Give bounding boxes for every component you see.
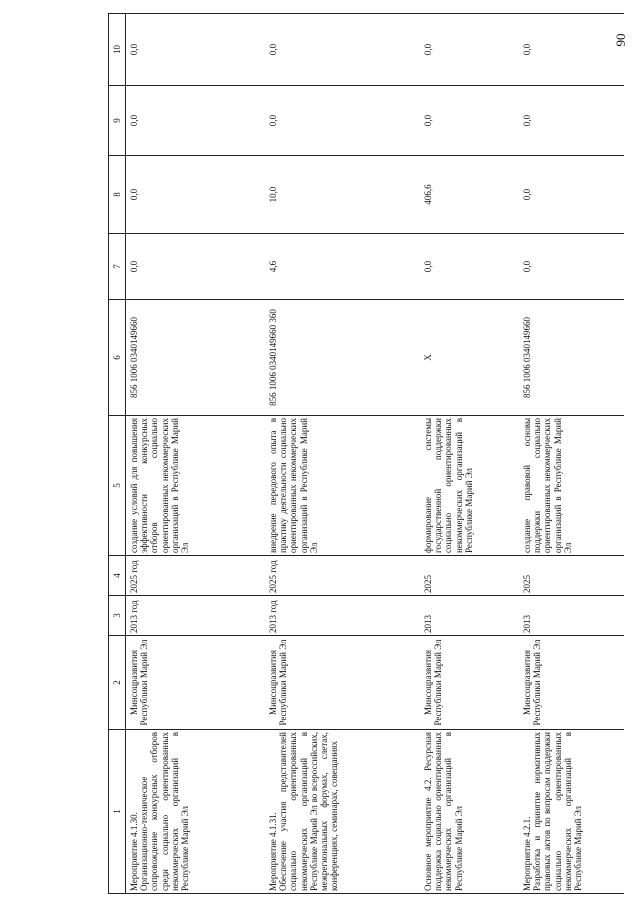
cell-value-7: 0,0 [420,234,519,300]
table-row [519,14,624,894]
cell-value-9: 0,0 [420,86,519,156]
measures-table [108,13,624,894]
cell-executor: Минсоцразвития Республики Марий Эл [420,636,519,730]
cell-value-8: 0,0 [126,156,266,234]
cell-value-9: 0,0 [126,86,266,156]
cell-measure: Мероприятие 4.1.30. Организационно-техническое сопровождение конкурсных отборов среди социально ориентированных некоммерческих организаций в Республике Марий Эл [126,730,266,894]
cell-measure: Основное мероприятие 4.2. Ресурсная поддержка социально ориентированных некоммерческих организаций в Республике Марий Эл [420,730,519,894]
col-header-10: 10 [109,14,126,86]
cell-result: создание правовой основы поддержки социально ориентированных некоммерческих организаций в Республике Марий Эл [519,416,624,556]
page-number: 90 [613,33,628,47]
col-header-6: 6 [109,300,126,416]
col-header-8: 8 [109,156,126,234]
cell-code: 856 1006 0340149660 [126,300,266,416]
cell-value-7: 0,0 [126,234,266,300]
cell-value-8: 406,6 [420,156,519,234]
cell-code: X [420,300,519,416]
cell-value-10: 0,0 [420,14,519,86]
cell-end: 2025 год [126,556,266,596]
header-row [109,14,126,894]
cell-value-10: 0,0 [519,14,624,86]
cell-value-10: 0,0 [265,14,420,86]
cell-measure: Мероприятие 4.2.1. Разработка и принятие нормативных правовых актов по вопросам поддержки социально ориентированных некоммерческих организаций в Республике Марий Эл [519,730,624,894]
cell-result: формирование системы государственной поддержки социально ориентированных некоммерческих организаций в Республике Марий Эл [420,416,519,556]
col-header-4: 4 [109,556,126,596]
col-header-3: 3 [109,596,126,636]
cell-value-7: 4,6 [265,234,420,300]
cell-result: создание условий для повышения эффективности конкурсных отборов социально ориентированных некоммерческих организаций в Республике Марий Эл [126,416,266,556]
cell-executor: Минсоцразвития Республики Марий Эл [126,636,266,730]
cell-executor: Минсоцразвития Республики Марий Эл [265,636,420,730]
cell-code: 856 1006 0340149660 360 [265,300,420,416]
rotated-table-wrapper [108,14,608,894]
table-row [420,14,519,894]
cell-value-8: 0,0 [519,156,624,234]
cell-end: 2025 [519,556,624,596]
col-header-1: 1 [109,730,126,894]
col-header-7: 7 [109,234,126,300]
cell-code: 856 1006 0340149660 [519,300,624,416]
cell-executor: Минсоцразвития Республики Марий Эл [519,636,624,730]
cell-value-8: 10,0 [265,156,420,234]
cell-value-10: 0,0 [126,14,266,86]
col-header-2: 2 [109,636,126,730]
cell-value-7: 0,0 [519,234,624,300]
cell-start: 2013 [519,596,624,636]
col-header-9: 9 [109,86,126,156]
cell-start: 2013 год [265,596,420,636]
cell-start: 2013 [420,596,519,636]
cell-end: 2025 год [265,556,420,596]
table-row [126,14,266,894]
cell-end: 2025 [420,556,519,596]
cell-measure: Мероприятие 4.1.31. Обеспечение участия представителей социально ориентированных некоммерческих организаций в Республике Марий Эл во всероссийских, межрегиональных форумах, слетах, конференциях, семинарах, совещаниях [265,730,420,894]
cell-start: 2013 год [126,596,266,636]
cell-result: внедрение передового опыта в практику деятельности социально ориентированных некоммерческих организаций в Республике Марий Эл [265,416,420,556]
col-header-5: 5 [109,416,126,556]
cell-value-9: 0,0 [519,86,624,156]
cell-value-9: 0,0 [265,86,420,156]
table-row [265,14,420,894]
